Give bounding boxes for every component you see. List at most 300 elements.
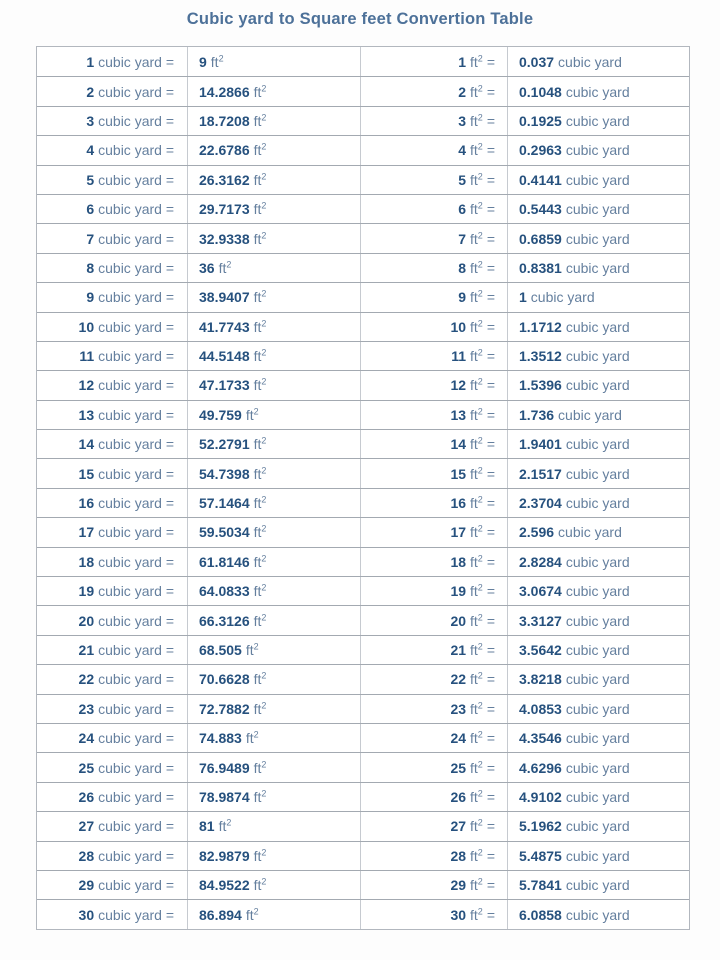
square-feet-count: 2 xyxy=(458,83,467,100)
square-feet-equals-label: $ft^2$ = xyxy=(470,817,495,835)
square-feet-value-cell xyxy=(187,371,360,399)
square-feet-value: 64.0833 xyxy=(199,583,250,600)
square-feet-value: 18.7208 xyxy=(199,112,250,129)
square-feet-value: 72.7882 xyxy=(199,700,250,717)
cubic-yard-value: 0.8381 xyxy=(519,259,562,276)
cubic-yard-count-cell xyxy=(37,753,187,781)
square-feet-value: 32.9338 xyxy=(199,230,250,247)
square-feet-value-cell xyxy=(187,489,360,517)
cubic-yard-count-cell xyxy=(37,695,187,723)
cubic-yard-count-cell xyxy=(37,195,187,223)
square-feet-equals-label: $ft^2$ = xyxy=(470,523,495,541)
cubic-yard-equals-label: cubic yard = xyxy=(98,553,174,570)
cubic-yard-unit: cubic yard xyxy=(565,642,630,658)
cubic-yard-value-cell xyxy=(507,166,689,194)
table-row-15 xyxy=(37,458,689,487)
cubic-yard-count-cell xyxy=(37,77,187,105)
square-feet-equals-label: $ft^2$ = xyxy=(470,318,495,335)
square-feet-unit: $ft^2$ xyxy=(253,347,267,365)
cubic-yard-equals-label: cubic yard = xyxy=(98,759,174,776)
square-feet-equals-label: $ft^2$ = xyxy=(470,582,495,600)
square-feet-value-cell xyxy=(187,900,360,928)
cubic-yard-count: 28 xyxy=(78,847,95,864)
table-row-27 xyxy=(37,811,689,840)
cubic-yard-count-cell xyxy=(37,548,187,576)
cubic-yard-count: 8 xyxy=(86,259,95,276)
cubic-yard-count-cell xyxy=(37,224,187,252)
square-feet-equals-label: $ft^2$ = xyxy=(470,905,495,923)
square-feet-count-cell xyxy=(360,107,507,135)
square-feet-value-cell xyxy=(187,695,360,723)
cubic-yard-value-cell xyxy=(507,636,689,664)
table-row-20 xyxy=(37,605,689,634)
square-feet-unit: $ft^2$ xyxy=(253,465,267,482)
cubic-yard-count: 22 xyxy=(78,671,95,688)
square-feet-value: 68.505 xyxy=(199,642,242,658)
square-feet-unit: $ft^2$ xyxy=(253,876,267,894)
cubic-yard-value-cell xyxy=(507,577,689,605)
square-feet-count: 4 xyxy=(458,142,467,159)
square-feet-count: 21 xyxy=(450,642,467,658)
square-feet-value: 81 xyxy=(199,818,215,835)
cubic-yard-value: 4.9102 xyxy=(519,788,562,805)
cubic-yard-count: 5 xyxy=(86,171,95,188)
cubic-yard-count-cell xyxy=(37,430,187,458)
cubic-yard-count: 18 xyxy=(78,553,95,570)
square-feet-count: 27 xyxy=(450,818,467,835)
cubic-yard-equals-label: cubic yard = xyxy=(98,642,174,658)
table-row-9 xyxy=(37,282,689,311)
table-row-23 xyxy=(37,694,689,723)
square-feet-equals-label: $ft^2$ = xyxy=(470,347,495,365)
cubic-yard-value-cell xyxy=(507,430,689,458)
cubic-yard-count-cell xyxy=(37,577,187,605)
cubic-yard-equals-label: cubic yard = xyxy=(98,906,174,923)
cubic-yard-count: 6 xyxy=(86,201,95,218)
square-feet-count-cell xyxy=(360,313,507,341)
square-feet-count-cell xyxy=(360,724,507,752)
cubic-yard-count: 12 xyxy=(78,377,95,394)
square-feet-unit: $ft^2$ xyxy=(253,318,267,335)
cubic-yard-equals-label: cubic yard = xyxy=(98,495,174,512)
square-feet-unit: $ft^2$ xyxy=(245,729,259,747)
cubic-yard-count-cell xyxy=(37,518,187,546)
square-feet-value: 86.894 xyxy=(199,906,242,923)
square-feet-equals-label: $ft^2$ = xyxy=(470,847,495,864)
cubic-yard-unit: cubic yard xyxy=(565,259,630,276)
cubic-yard-unit: cubic yard xyxy=(565,759,630,776)
cubic-yard-equals-label: cubic yard = xyxy=(98,53,174,70)
square-feet-count: 29 xyxy=(450,877,467,894)
cubic-yard-value-cell xyxy=(507,195,689,223)
cubic-yard-count: 23 xyxy=(78,700,95,717)
square-feet-unit: $ft^2$ xyxy=(253,435,267,453)
table-row-5 xyxy=(37,165,689,194)
square-feet-value-cell xyxy=(187,783,360,811)
cubic-yard-unit: cubic yard xyxy=(565,318,630,335)
square-feet-count: 15 xyxy=(450,465,467,482)
square-feet-value: 29.7173 xyxy=(199,201,250,218)
square-feet-value-cell xyxy=(187,548,360,576)
cubic-yard-value-cell xyxy=(507,313,689,341)
cubic-yard-value-cell xyxy=(507,136,689,164)
cubic-yard-count-cell xyxy=(37,606,187,634)
table-row-10 xyxy=(37,312,689,341)
square-feet-count-cell xyxy=(360,665,507,693)
cubic-yard-count-cell xyxy=(37,283,187,311)
square-feet-count: 9 xyxy=(458,289,467,306)
square-feet-equals-label: $ft^2$ = xyxy=(470,641,495,658)
square-feet-value-cell xyxy=(187,254,360,282)
cubic-yard-unit: cubic yard xyxy=(558,406,622,423)
square-feet-value-cell xyxy=(187,812,360,840)
cubic-yard-value: 4.3546 xyxy=(519,730,562,747)
square-feet-count-cell xyxy=(360,753,507,781)
square-feet-unit: $ft^2$ xyxy=(253,171,267,188)
square-feet-value: 70.6628 xyxy=(199,671,250,688)
cubic-yard-unit: cubic yard xyxy=(565,583,630,600)
cubic-yard-count-cell xyxy=(37,459,187,487)
table-row-16 xyxy=(37,488,689,517)
square-feet-count-cell xyxy=(360,518,507,546)
cubic-yard-unit: cubic yard xyxy=(530,289,595,306)
cubic-yard-unit: cubic yard xyxy=(565,377,630,394)
square-feet-unit: $ft^2$ xyxy=(253,288,267,306)
square-feet-count-cell xyxy=(360,77,507,105)
square-feet-count: 22 xyxy=(450,671,467,688)
square-feet-unit: $ft^2$ xyxy=(253,141,267,159)
square-feet-count-cell xyxy=(360,842,507,870)
square-feet-unit: $ft^2$ xyxy=(253,82,267,100)
cubic-yard-equals-label: cubic yard = xyxy=(98,583,174,600)
square-feet-value-cell xyxy=(187,665,360,693)
cubic-yard-value-cell xyxy=(507,107,689,135)
cubic-yard-value: 4.0853 xyxy=(519,700,562,717)
cubic-yard-value-cell xyxy=(507,489,689,517)
cubic-yard-value: 1.736 xyxy=(519,406,555,423)
cubic-yard-count: 21 xyxy=(78,642,95,658)
square-feet-count-cell xyxy=(360,430,507,458)
square-feet-value: 44.5148 xyxy=(199,348,250,365)
table-row-14 xyxy=(37,429,689,458)
cubic-yard-equals-label: cubic yard = xyxy=(98,142,174,159)
cubic-yard-equals-label: cubic yard = xyxy=(98,230,174,247)
cubic-yard-count: 4 xyxy=(86,142,95,159)
table-row-22 xyxy=(37,664,689,693)
cubic-yard-unit: cubic yard xyxy=(565,201,630,218)
cubic-yard-value-cell xyxy=(507,900,689,928)
cubic-yard-value-cell xyxy=(507,224,689,252)
cubic-yard-count: 29 xyxy=(78,877,95,894)
square-feet-equals-label: $ft^2$ = xyxy=(470,171,495,188)
square-feet-unit: $ft^2$ xyxy=(253,611,267,629)
cubic-yard-count: 9 xyxy=(86,289,95,306)
cubic-yard-unit: cubic yard xyxy=(565,847,630,864)
table-row-12 xyxy=(37,370,689,399)
cubic-yard-value-cell xyxy=(507,254,689,282)
square-feet-value: 52.2791 xyxy=(199,436,250,453)
cubic-yard-unit: cubic yard xyxy=(565,171,630,188)
cubic-yard-count-cell xyxy=(37,812,187,840)
square-feet-value-cell xyxy=(187,313,360,341)
square-feet-count-cell xyxy=(360,224,507,252)
cubic-yard-unit: cubic yard xyxy=(565,83,630,100)
cubic-yard-count: 11 xyxy=(79,348,95,365)
cubic-yard-value-cell xyxy=(507,47,689,76)
table-row-21 xyxy=(37,635,689,664)
cubic-yard-value: 0.037 xyxy=(519,53,555,70)
cubic-yard-value-cell xyxy=(507,459,689,487)
cubic-yard-value: 1.5396 xyxy=(519,377,562,394)
cubic-yard-value-cell xyxy=(507,548,689,576)
square-feet-value: 84.9522 xyxy=(199,877,250,894)
square-feet-count: 16 xyxy=(450,495,467,512)
square-feet-count: 28 xyxy=(450,847,467,864)
cubic-yard-count: 1 xyxy=(86,53,95,70)
square-feet-value-cell xyxy=(187,342,360,370)
cubic-yard-equals-label: cubic yard = xyxy=(98,818,174,835)
square-feet-value: 66.3126 xyxy=(199,612,250,629)
square-feet-value: 26.3162 xyxy=(199,171,250,188)
square-feet-count: 14 xyxy=(450,436,467,453)
square-feet-count: 3 xyxy=(458,112,467,129)
square-feet-equals-label: $ft^2$ = xyxy=(470,53,495,70)
square-feet-count-cell xyxy=(360,166,507,194)
square-feet-unit: $ft^2$ xyxy=(253,670,267,688)
cubic-yard-value-cell xyxy=(507,342,689,370)
square-feet-value-cell xyxy=(187,459,360,487)
cubic-yard-value: 3.5642 xyxy=(519,642,562,658)
cubic-yard-equals-label: cubic yard = xyxy=(98,377,174,394)
square-feet-unit: $ft^2$ xyxy=(253,553,267,570)
square-feet-unit: $ft^2$ xyxy=(218,817,232,835)
cubic-yard-count: 13 xyxy=(78,406,95,423)
square-feet-count-cell xyxy=(360,606,507,634)
square-feet-value: 36 xyxy=(199,259,215,276)
square-feet-count-cell xyxy=(360,47,507,76)
cubic-yard-unit: cubic yard xyxy=(565,230,630,247)
cubic-yard-value-cell xyxy=(507,753,689,781)
table-row-28 xyxy=(37,841,689,870)
square-feet-value-cell xyxy=(187,136,360,164)
cubic-yard-unit: cubic yard xyxy=(565,142,630,159)
square-feet-value-cell xyxy=(187,636,360,664)
cubic-yard-equals-label: cubic yard = xyxy=(98,436,174,453)
square-feet-equals-label: $ft^2$ = xyxy=(470,729,495,747)
cubic-yard-equals-label: cubic yard = xyxy=(98,524,174,541)
cubic-yard-count-cell xyxy=(37,724,187,752)
table-row-18 xyxy=(37,547,689,576)
square-feet-value-cell xyxy=(187,47,360,76)
cubic-yard-value: 0.1048 xyxy=(519,83,562,100)
square-feet-count: 7 xyxy=(458,230,467,247)
square-feet-value: 57.1464 xyxy=(199,495,250,512)
cubic-yard-value-cell xyxy=(507,518,689,546)
cubic-yard-value: 0.5443 xyxy=(519,201,562,218)
cubic-yard-value-cell xyxy=(507,665,689,693)
square-feet-value: 54.7398 xyxy=(199,465,250,482)
conversion-table xyxy=(36,46,690,930)
square-feet-value-cell xyxy=(187,518,360,546)
cubic-yard-value: 3.3127 xyxy=(519,612,562,629)
square-feet-count: 11 xyxy=(451,348,467,365)
cubic-yard-value: 1.3512 xyxy=(519,348,562,365)
square-feet-value: 61.8146 xyxy=(199,553,250,570)
table-row-8 xyxy=(37,253,689,282)
cubic-yard-count-cell xyxy=(37,783,187,811)
cubic-yard-value: 5.1962 xyxy=(519,818,562,835)
square-feet-count-cell xyxy=(360,459,507,487)
cubic-yard-unit: cubic yard xyxy=(558,524,622,541)
cubic-yard-equals-label: cubic yard = xyxy=(98,289,174,306)
cubic-yard-count: 2 xyxy=(86,83,95,100)
cubic-yard-value-cell xyxy=(507,724,689,752)
cubic-yard-value: 6.0858 xyxy=(519,906,562,923)
cubic-yard-count-cell xyxy=(37,489,187,517)
square-feet-unit: $ft^2$ xyxy=(253,582,267,600)
square-feet-unit: $ft^2$ xyxy=(218,259,232,276)
cubic-yard-unit: cubic yard xyxy=(565,730,630,747)
square-feet-count-cell xyxy=(360,695,507,723)
square-feet-equals-label: $ft^2$ = xyxy=(470,700,495,717)
cubic-yard-value: 2.1517 xyxy=(519,465,562,482)
square-feet-value: 41.7743 xyxy=(199,318,250,335)
cubic-yard-value-cell xyxy=(507,783,689,811)
square-feet-count-cell xyxy=(360,283,507,311)
cubic-yard-value: 0.4141 xyxy=(519,171,562,188)
cubic-yard-count: 30 xyxy=(78,906,95,923)
cubic-yard-value-cell xyxy=(507,871,689,899)
square-feet-value-cell xyxy=(187,871,360,899)
square-feet-count: 26 xyxy=(450,788,467,805)
square-feet-count-cell xyxy=(360,548,507,576)
cubic-yard-count-cell xyxy=(37,313,187,341)
square-feet-count: 17 xyxy=(450,524,467,541)
cubic-yard-count-cell xyxy=(37,401,187,429)
square-feet-count: 8 xyxy=(458,259,467,276)
square-feet-count-cell xyxy=(360,812,507,840)
square-feet-count: 6 xyxy=(458,201,467,218)
cubic-yard-value-cell xyxy=(507,371,689,399)
cubic-yard-count: 15 xyxy=(78,465,95,482)
cubic-yard-count-cell xyxy=(37,342,187,370)
square-feet-count-cell xyxy=(360,254,507,282)
cubic-yard-unit: cubic yard xyxy=(565,818,630,835)
square-feet-count-cell xyxy=(360,783,507,811)
cubic-yard-value-cell xyxy=(507,606,689,634)
cubic-yard-count: 25 xyxy=(78,759,95,776)
cubic-yard-value-cell xyxy=(507,283,689,311)
square-feet-count-cell xyxy=(360,136,507,164)
square-feet-unit: $ft^2$ xyxy=(253,200,267,218)
square-feet-value-cell xyxy=(187,577,360,605)
cubic-yard-unit: cubic yard xyxy=(565,436,630,453)
square-feet-unit: $ft^2$ xyxy=(253,700,267,717)
cubic-yard-value: 2.8284 xyxy=(519,553,562,570)
table-row-11 xyxy=(37,341,689,370)
cubic-yard-count: 24 xyxy=(78,730,95,747)
square-feet-unit: $ft^2$ xyxy=(253,847,267,864)
cubic-yard-equals-label: cubic yard = xyxy=(98,406,174,423)
table-row-26 xyxy=(37,782,689,811)
cubic-yard-value: 1.9401 xyxy=(519,436,562,453)
table-row-6 xyxy=(37,194,689,223)
cubic-yard-unit: cubic yard xyxy=(565,700,630,717)
square-feet-count-cell xyxy=(360,401,507,429)
square-feet-count: 19 xyxy=(450,583,467,600)
square-feet-count-cell xyxy=(360,871,507,899)
cubic-yard-value: 4.6296 xyxy=(519,759,562,776)
square-feet-value-cell xyxy=(187,77,360,105)
square-feet-unit: $ft^2$ xyxy=(253,112,267,129)
cubic-yard-equals-label: cubic yard = xyxy=(98,788,174,805)
cubic-yard-unit: cubic yard xyxy=(565,495,630,512)
square-feet-value: 22.6786 xyxy=(199,142,250,159)
cubic-yard-unit: cubic yard xyxy=(565,465,630,482)
cubic-yard-equals-label: cubic yard = xyxy=(98,465,174,482)
square-feet-unit: $ft^2$ xyxy=(245,406,259,423)
square-feet-value: 74.883 xyxy=(199,730,242,747)
cubic-yard-count: 16 xyxy=(78,495,95,512)
cubic-yard-value: 2.3704 xyxy=(519,495,562,512)
table-row-2 xyxy=(37,76,689,105)
square-feet-equals-label: $ft^2$ = xyxy=(470,82,495,100)
cubic-yard-count-cell xyxy=(37,665,187,693)
square-feet-unit: $ft^2$ xyxy=(253,523,267,541)
cubic-yard-value: 1.1712 xyxy=(519,318,562,335)
table-row-13 xyxy=(37,400,689,429)
square-feet-equals-label: $ft^2$ = xyxy=(470,758,495,776)
square-feet-unit: $ft^2$ xyxy=(253,494,267,512)
square-feet-equals-label: $ft^2$ = xyxy=(470,670,495,688)
table-row-1 xyxy=(37,47,689,76)
square-feet-equals-label: $ft^2$ = xyxy=(470,259,495,276)
cubic-yard-value-cell xyxy=(507,401,689,429)
cubic-yard-unit: cubic yard xyxy=(565,348,630,365)
square-feet-count-cell xyxy=(360,489,507,517)
cubic-yard-unit: cubic yard xyxy=(565,906,630,923)
square-feet-equals-label: $ft^2$ = xyxy=(470,465,495,482)
square-feet-value: 78.9874 xyxy=(199,788,250,805)
square-feet-value-cell xyxy=(187,401,360,429)
square-feet-equals-label: $ft^2$ = xyxy=(470,553,495,570)
square-feet-value-cell xyxy=(187,224,360,252)
square-feet-value-cell xyxy=(187,195,360,223)
square-feet-value-cell xyxy=(187,107,360,135)
square-feet-equals-label: $ft^2$ = xyxy=(470,876,495,894)
square-feet-count-cell xyxy=(360,636,507,664)
cubic-yard-equals-label: cubic yard = xyxy=(98,847,174,864)
table-row-30 xyxy=(37,899,689,928)
square-feet-count: 5 xyxy=(458,171,467,188)
square-feet-count-cell xyxy=(360,195,507,223)
cubic-yard-unit: cubic yard xyxy=(565,877,630,894)
cubic-yard-equals-label: cubic yard = xyxy=(98,318,174,335)
cubic-yard-value: 5.4875 xyxy=(519,847,562,864)
square-feet-value: 76.9489 xyxy=(199,759,250,776)
cubic-yard-equals-label: cubic yard = xyxy=(98,171,174,188)
square-feet-equals-label: $ft^2$ = xyxy=(470,788,495,805)
cubic-yard-equals-label: cubic yard = xyxy=(98,612,174,629)
square-feet-count: 30 xyxy=(450,906,467,923)
cubic-yard-equals-label: cubic yard = xyxy=(98,348,174,365)
cubic-yard-value: 3.8218 xyxy=(519,671,562,688)
square-feet-count: 1 xyxy=(458,53,467,70)
square-feet-value: 82.9879 xyxy=(199,847,250,864)
cubic-yard-unit: cubic yard xyxy=(565,671,630,688)
square-feet-value-cell xyxy=(187,430,360,458)
square-feet-count: 18 xyxy=(450,553,467,570)
